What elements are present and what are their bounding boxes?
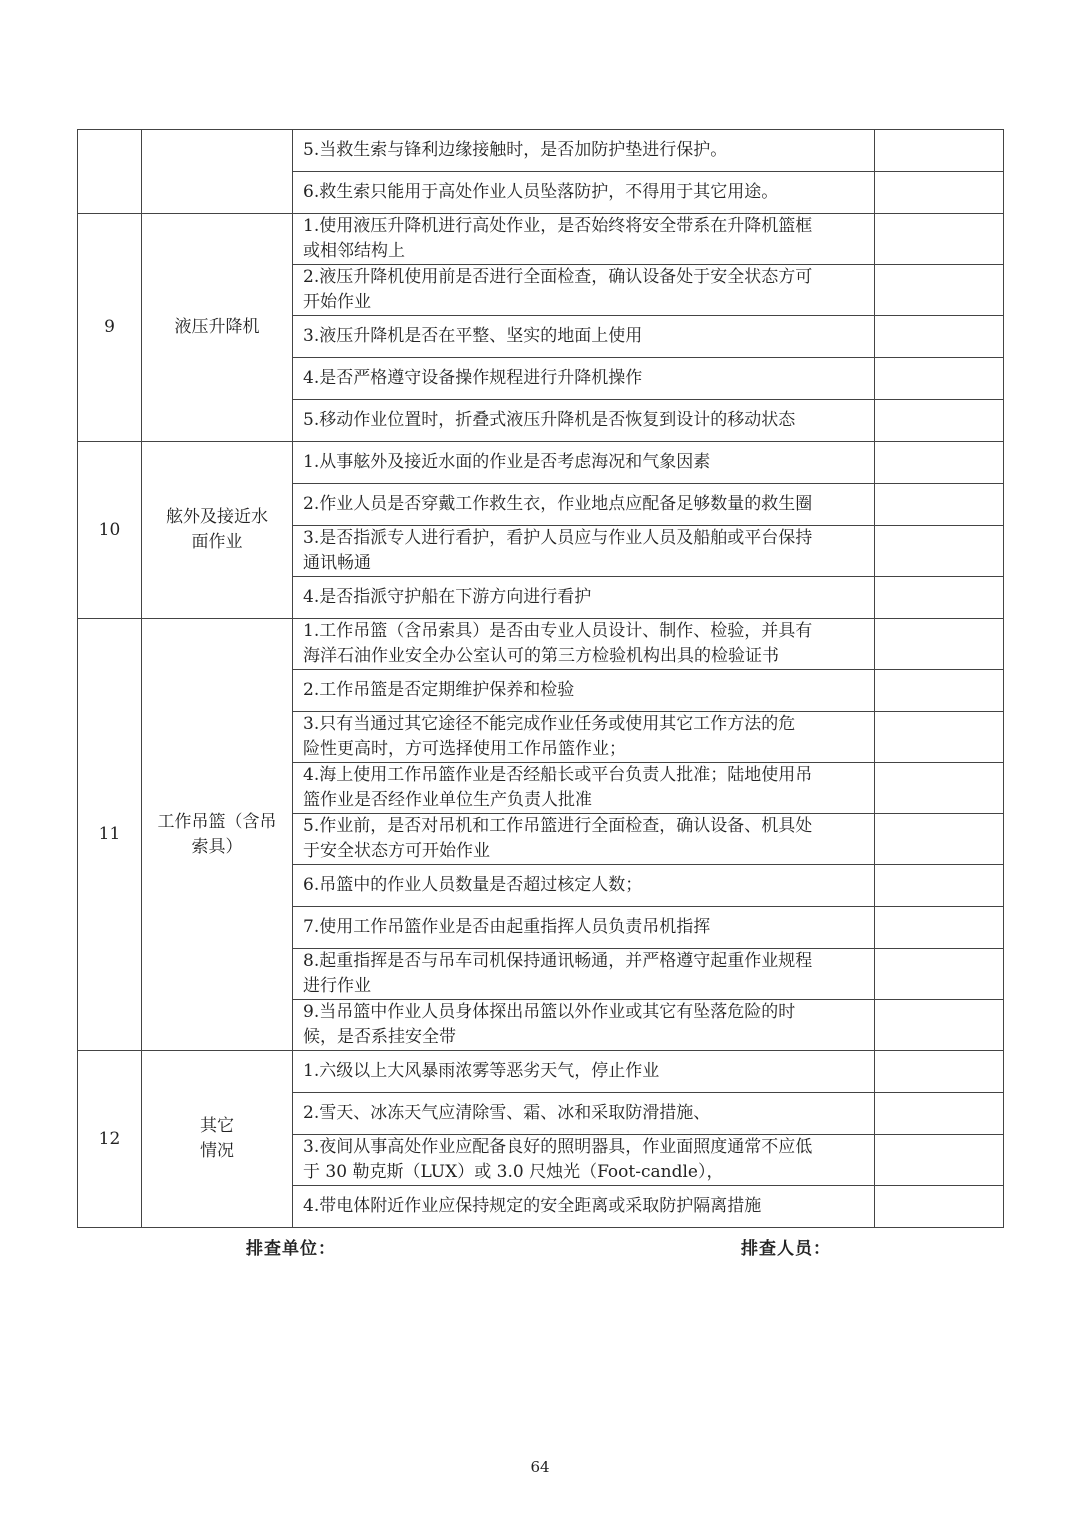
result-cell[interactable] [875,265,1004,316]
group-number-cell: 9 [78,214,142,442]
category-line: 舷外及接近水 [166,507,268,527]
category-line: 液压升降机 [174,317,260,337]
check-item-cell [293,1186,875,1228]
check-item-line: 进行作业 [303,976,371,996]
checklist-row [78,130,1004,172]
check-item-line: 7.使用工作吊篮作业是否由起重指挥人员负责吊机指挥 [303,917,711,937]
checklist-body [78,130,1004,1228]
result-cell[interactable] [875,763,1004,814]
check-item-line: 4.是否指派守护船在下游方向进行看护 [303,587,592,607]
check-item-line: 6.吊篮中的作业人员数量是否超过核定人数； [303,875,643,895]
check-item-line: 4.带电体附近作业应保持规定的安全距离或采取防护隔离措施 [303,1196,762,1216]
result-cell[interactable] [875,400,1004,442]
result-cell[interactable] [875,1093,1004,1135]
check-item-cell [293,619,875,670]
check-item-cell [293,484,875,526]
result-cell[interactable] [875,619,1004,670]
check-item-cell [293,865,875,907]
check-item-line: 2.作业人员是否穿戴工作救生衣，作业地点应配备足够数量的救生圈 [303,494,813,514]
check-item-line: 1.从事舷外及接近水面的作业是否考虑海况和气象因素 [303,452,711,472]
group-category-cell [142,442,293,619]
check-item-line: 5.当救生索与锋利边缘接触时，是否加防护垫进行保护。 [303,140,728,160]
category-line: 面作业 [191,532,243,552]
check-item-line: 5.移动作业位置时，折叠式液压升降机是否恢复到设计的移动状态 [303,410,796,430]
check-item-line: 8.起重指挥是否与吊车司机保持通讯畅通，并严格遵守起重作业规程 [303,951,813,971]
check-item-line: 9.当吊篮中作业人员身体探出吊篮以外作业或其它有坠落危险的时 [303,1002,796,1022]
check-item-line: 5.作业前，是否对吊机和工作吊篮进行全面检查，确认设备、机具处 [303,816,813,836]
check-item-cell [293,214,875,265]
result-cell[interactable] [875,907,1004,949]
check-item-line: 或相邻结构上 [303,241,405,261]
category-line: 其它 [200,1116,234,1136]
result-cell[interactable] [875,214,1004,265]
result-cell[interactable] [875,172,1004,214]
result-cell[interactable] [875,130,1004,172]
group-category-cell [142,130,293,214]
result-cell[interactable] [875,1135,1004,1186]
check-item-cell [293,814,875,865]
checklist-row [78,214,1004,265]
check-item-cell [293,577,875,619]
check-item-line: 海洋石油作业安全办公室认可的第三方检验机构出具的检验证书 [303,646,779,666]
check-item-cell [293,1000,875,1051]
check-item-cell [293,1135,875,1186]
check-item-line: 1.六级以上大风暴雨浓雾等恶劣天气，停止作业 [303,1061,660,1081]
result-cell[interactable] [875,484,1004,526]
check-item-cell [293,400,875,442]
group-number-cell [78,130,142,214]
check-item-line: 于 30 勒克斯（LUX）或 3.0 尺烛光（Foot-candle）， [303,1162,724,1182]
checklist-row [78,442,1004,484]
check-item-line: 4.海上使用工作吊篮作业是否经船长或平台负责人批准；陆地使用吊 [303,765,813,785]
category-line: 情况 [200,1141,234,1161]
check-item-cell [293,1093,875,1135]
category-line: 索具） [191,836,243,857]
check-item-line: 篮作业是否经作业单位生产负责人批准 [303,790,592,810]
check-item-line: 于安全状态方可开始作业 [303,841,490,861]
result-cell[interactable] [875,712,1004,763]
check-item-line: 3.是否指派专人进行看护，看护人员应与作业人员及船舶或平台保持 [303,528,813,548]
result-cell[interactable] [875,670,1004,712]
result-cell[interactable] [875,1051,1004,1093]
result-cell[interactable] [875,814,1004,865]
group-category-cell [142,619,293,1051]
result-cell[interactable] [875,1186,1004,1228]
result-cell[interactable] [875,526,1004,577]
check-item-line: 3.夜间从事高处作业应配备良好的照明器具，作业面照度通常不应低 [303,1137,813,1157]
check-item-cell [293,265,875,316]
check-item-line: 险性更高时，方可选择使用工作吊篮作业； [303,739,626,759]
check-item-line: 候，是否系挂安全带 [303,1027,456,1047]
result-cell[interactable] [875,577,1004,619]
result-cell[interactable] [875,1000,1004,1051]
group-number-cell: 11 [78,619,142,1051]
check-item-line: 2.液压升降机使用前是否进行全面检查，确认设备处于安全状态方可 [303,267,813,287]
check-item-cell [293,358,875,400]
check-item-cell [293,763,875,814]
check-item-cell [293,442,875,484]
check-item-line: 开始作业 [303,292,371,312]
check-item-line: 3.液压升降机是否在平整、坚实的地面上使用 [303,326,643,346]
group-number-cell: 12 [78,1051,142,1228]
check-item-cell [293,712,875,763]
group-category-cell [142,214,293,442]
check-item-cell [293,130,875,172]
result-cell[interactable] [875,949,1004,1000]
inspector-label: 排查人员： [741,1239,831,1259]
result-cell[interactable] [875,442,1004,484]
check-item-line: 1.使用液压升降机进行高处作业，是否始终将安全带系在升降机篮框 [303,216,813,236]
result-cell[interactable] [875,865,1004,907]
check-item-line: 2.工作吊篮是否定期维护保养和检验 [303,680,575,700]
check-item-cell [293,316,875,358]
check-item-cell [293,949,875,1000]
inspection-checklist-table [77,129,1004,1228]
check-item-cell [293,670,875,712]
check-item-line: 通讯畅通 [303,553,371,573]
check-item-cell [293,172,875,214]
category-line: 工作吊篮（含吊 [157,811,277,832]
check-item-cell [293,907,875,949]
check-item-line: 6.救生索只能用于高处作业人员坠落防护，不得用于其它用途。 [303,182,779,202]
group-number-cell: 10 [78,442,142,619]
page-number: 64 [530,1458,550,1476]
check-item-line: 3.只有当通过其它途径不能完成作业任务或使用其它工作方法的危 [303,714,796,734]
group-category-cell [142,1051,293,1228]
checklist-row [78,1051,1004,1093]
check-item-cell [293,1051,875,1093]
inspection-unit-label: 排查单位： [246,1239,336,1259]
check-item-line: 4.是否严格遵守设备操作规程进行升降机操作 [303,368,643,388]
check-item-line: 2.雪天、冰冻天气应清除雪、霜、冰和采取防滑措施、 [303,1103,711,1123]
result-cell[interactable] [875,358,1004,400]
check-item-line: 1.工作吊篮（含吊索具）是否由专业人员设计、制作、检验，并具有 [303,621,813,641]
check-item-cell [293,526,875,577]
result-cell[interactable] [875,316,1004,358]
checklist-row [78,619,1004,670]
